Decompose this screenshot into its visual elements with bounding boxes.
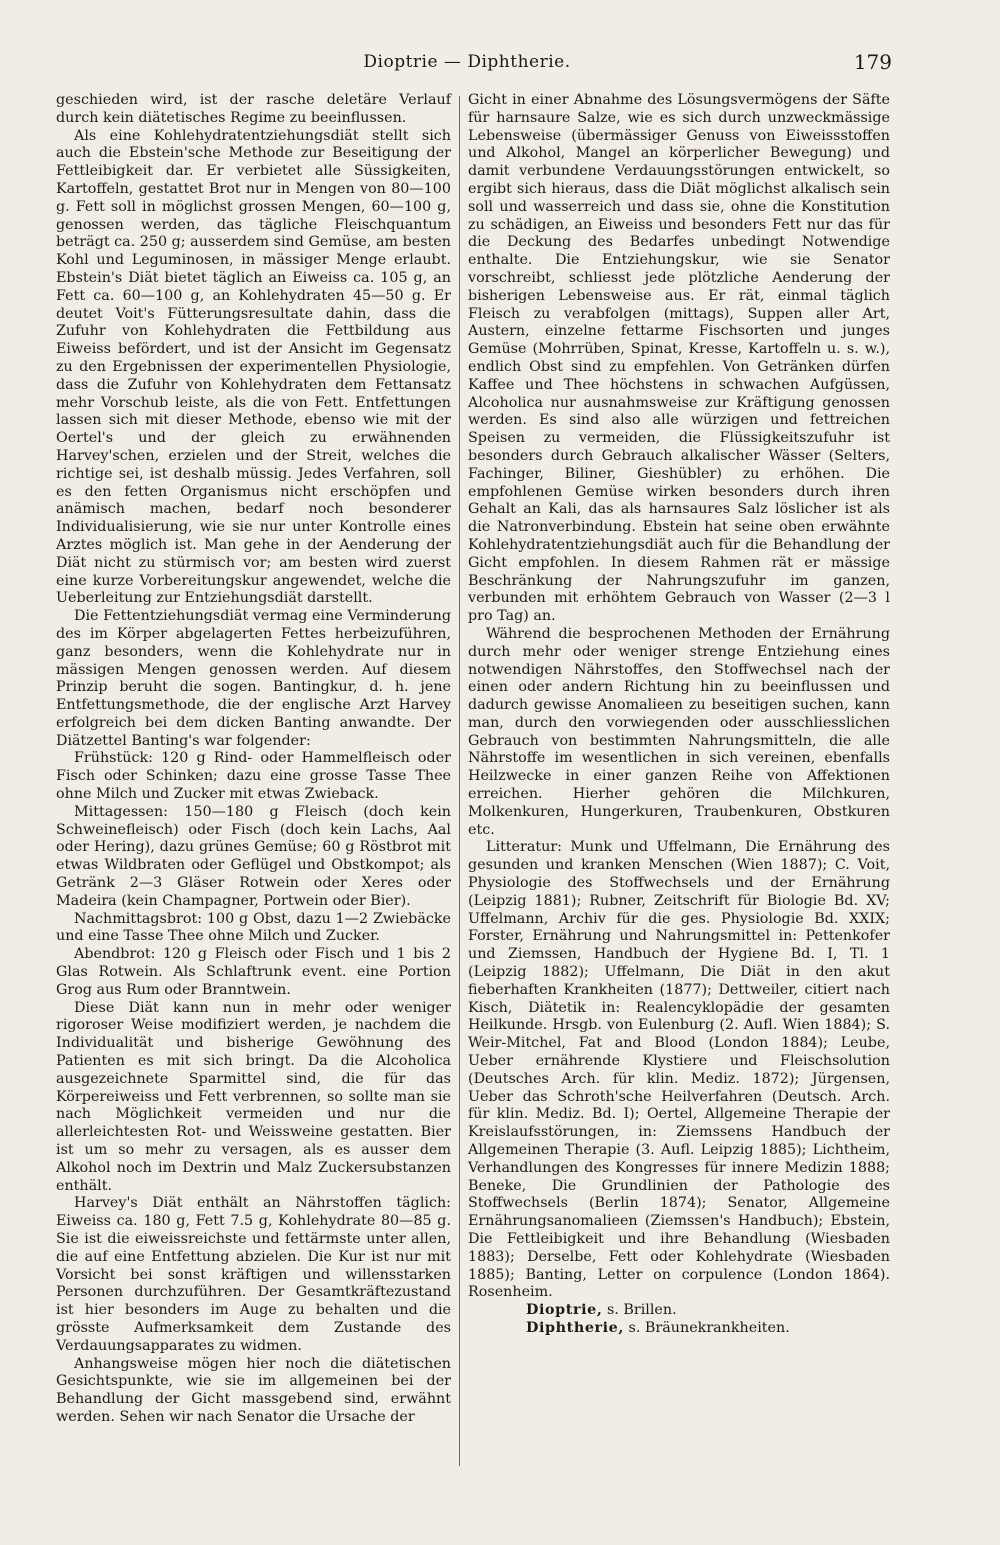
entry-dioptrie (468, 1302, 890, 1320)
entry-diphtherie (468, 1320, 890, 1338)
paragraph: Mittagessen: 150—180 g Fleisch (doch kein Schweinefleisch) oder Fisch (doch kein Lachs, Aal oder Hering), dazu grünes Gemüse; 60 g Röstbrot mit etwas Wildbraten oder Geflügel und Obstkompot; als Getränk 2—3 Gläser Rotwein oder Xeres oder Madeira (kein Champagner, Portwein oder Bier). (56, 803, 451, 909)
paragraph: Als eine Kohlehydratentziehungsdiät stellt sich auch die Ebstein'sche Methode zur Beseitigung der Fettleibigkeit dar. Er verbietet alle Süssigkeiten, Kartoffeln, gestattet Brot nur in Mengen von 80—100 g. Fett soll in möglichst grossen Mengen, 60—100 g, genossen werden, das tägliche Fleischquantum beträgt ca. 250 g; ausserdem sind Gemüse, am besten Kohl und Leguminosen, in mässiger Menge erlaubt. Ebstein's Diät bietet täglich an Eiweiss ca. 105 g, an Fett ca. 60—100 g, an Kohlehydraten 45—50 g. Er deutet Voit's Fütterungsresultate dahin, dass die Zufuhr von Kohlehydraten die Fettbildung aus Eiweiss befördert, und ist der Ansicht im Gegensatz zu den Ergebnissen der experimentellen Physiologie, dass die Zufuhr von Kohlehydraten dem Fettansatz mehr Vorschub leiste, als die von Fett. Entfettungen lassen sich mit dieser Methode, ebenso wie mit der Oertel's und der gleich zu erwähnenden Harvey'schen, erzielen und der Streit, welches die richtige sei, ist deshalb müssig. Jedes Verfahren, soll es den fetten Organismus nicht erschöpfen und anämisch machen, bedarf noch besonderer Individualisierung, wie sie nur unter Kontrolle eines Arztes möglich ist. Man gehe in der Aenderung der Diät nicht zu stürmisch vor; am besten wird zuerst eine kurze Vorbereitungskur angewendet, welche die Ueberleitung zur Entziehungsdiät darstellt. (56, 127, 451, 607)
left-column (56, 92, 451, 1427)
column-divider (459, 96, 460, 1466)
paragraph: Diese Diät kann nun in mehr oder weniger rigoroser Weise modifiziert werden, je nachdem die Individualität und bisherige Gewöhnung des Patienten es mit sich bringt. Da die Alcoholica ausgezeichnete Sparmittel sind, die für das Körpereiweiss und Fett verbrennen, so sollte man sie nach Möglichkeit vermeiden und nur die allerleichtesten Rot- und Weissweine gestatten. Bier ist um so mehr zu versagen, als es ausser dem Alkohol noch im Dextrin und Malz Zuckersubstanzen enthält. (56, 999, 451, 1194)
header-title: Dioptrie — Diphtherie. (363, 52, 571, 72)
paragraph: Frühstück: 120 g Rind- oder Hammelfleisch oder Fisch oder Schinken; dazu eine grosse Tasse Thee ohne Milch und Zucker mit etwas Zwieback. (56, 750, 451, 803)
entry-headword: Diphtherie, (526, 1319, 624, 1336)
paragraph: Abendbrot: 120 g Fleisch oder Fisch und 1 bis 2 Glas Rotwein. Als Schlaftrunk event. eine Portion Grog aus Rum oder Branntwein. (56, 946, 451, 998)
paragraph: Gicht in einer Abnahme des Lösungsvermögens der Säfte für harnsaure Salze, wie es sich durch unzweckmässige Lebensweise (übermässiger Genuss von Eiweissstoffen und Alkohol, Mangel an körperlicher Bewegung) und damit verbundene Verdauungsstörungen entwickelt, so ergibt sich hieraus, dass die Diät möglichst alkalisch sein soll und wasserreich und dass sie, ohne die Konstitution zu schädigen, an Eiweiss und besonders Fett nur das für die Deckung des Bedarfes unbedingt Notwendige enthalte. Die Entziehungskur, wie sie Senator vorschreibt, schliesst jede plötzliche Aenderung der bisherigen Lebensweise aus. Er rät, einmal täglich Fleisch zu verabfolgen (mittags), Suppen aller Art, Austern, einzelne fettarme Fischsorten und junges Gemüse (Mohrrüben, Spinat, Kresse, Kartoffeln u. s. w.), endlich Obst sind zu empfehlen. Von Getränken dürfen Kaffee und Thee höchstens in schwachen Aufgüssen, Alcoholica nur ausnahmsweise zur Kräftigung genossen werden. Es sind also alle würzigen und fettreichen Speisen zu vermeiden, die Flüssigkeitszufuhr ist besonders durch Gebrauch alkalischer Wässer (Selters, Fachinger, Biliner, Gieshübler) zu erhöhen. Die empfohlenen Gemüse wirken besonders durch ihren Gehalt an Kali, das als harnsaures Salz löslicher ist als die Natronverbindung. Ebstein hat seine oben erwähnte Kohlehydratentziehungsdiät auch für die Behandlung der Gicht empfohlen. In diesem Rahmen rät er mässige Beschränkung der Nahrungszufuhr im ganzen, verbunden mit erhöhtem Gebrauch von Wasser (2—3 l pro Tag) an. (468, 92, 890, 625)
paragraph: Harvey's Diät enthält an Nährstoffen täglich: Eiweiss ca. 180 g, Fett 7.5 g, Kohlehydrate 80—85 g. Sie ist die eiweissreichste und fettärmste unter allen, die auf eine Entfettung abzielen. Die Kur ist nur mit Vorsicht bei sonst kräftigen und willensstarken Personen durchzuführen. Der Gesamtkräftezustand ist hier besonders im Auge zu behalten und die grösste Aufmerksamkeit dem Zustande des Verdauungsapparates zu widmen. (56, 1195, 451, 1354)
entry-reference: s. Brillen. (602, 1302, 677, 1319)
paragraph: geschieden wird, ist der rasche deletäre Verlauf durch kein diätetisches Regime zu beeinflussen. (56, 92, 451, 126)
paragraph: Nachmittagsbrot: 100 g Obst, dazu 1—2 Zwiebäcke und eine Tasse Thee ohne Milch und Zucker. (56, 910, 451, 945)
paragraph: Anhangsweise mögen hier noch die diätetischen Gesichtspunkte, wie sie im allgemeinen bei der Behandlung der Gicht massgebend sind, erwähnt werden. Sehen wir nach Senator die Ursache der (56, 1355, 451, 1425)
paragraph: Die Fettentziehungsdiät vermag eine Verminderung des im Körper abgelagerten Fettes herbeizuführen, ganz besonders, wenn die Kohlehydrate nur in mässigen Mengen genossen werden. Auf diesem Prinzip beruht die sogen. Bantingkur, d. h. jene Entfettungsmethode, die der englische Arzt Harvey erfolgreich bei dem dicken Banting anwandte. Der Diätzettel Banting's war folgender: (56, 608, 451, 749)
entry-headword: Dioptrie, (526, 1302, 603, 1319)
running-header (42, 52, 892, 82)
page-number: 179 (853, 50, 892, 74)
right-column (468, 92, 890, 1338)
paragraph: Während die besprochenen Methoden der Ernährung durch mehr oder weniger strenge Entziehung eines notwendigen Nährstoffes, den Stoffwechsel nach der einen oder andern Richtung hin zu beeinflussen und dadurch gewisse Anomalieen zu beseitigen suchen, kann man, durch den vorwiegenden oder ausschliesslichen Gebrauch von bestimmten Nahrungsmitteln, die alle Nährstoffe im wesentlichen in sich vereinen, ebenfalls Heilzwecke in einer ganzen Reihe von Affektionen erreichen. Hierher gehören die Milchkuren, Molkenkuren, Hungerkuren, Traubenkuren, Obstkuren etc. (468, 625, 890, 838)
literature-paragraph: Litteratur: Munk und Uffelmann, Die Ernährung des gesunden und kranken Menschen (Wien 1887); C. Voit, Physiologie des Stoffwechsels und der Ernährung (Leipzig 1881); Rubner, Zeitschrift für Biologie Bd. XV; Uffelmann, Archiv für die ges. Physiologie Bd. XXIX; Forster, Ernährung und Nahrungsmittel in: Pettenkofer und Ziemssen, Handbuch der Hygiene Bd. I, Tl. 1 (Leipzig 1882); Uffelmann, Die Diät in den akut fieberhaften Krankheiten (1877); Dettweiler, citiert nach Kisch, Diätetik in: Realencyklopädie der gesamten Heilkunde. Hrsgb. von Eulenburg (2. Aufl. Wien 1884); S. Weir-Mitchel, Fat and Blood (London 1884); Leube, Ueber ernährende Klystiere und Fleischsolution (Deutsches Arch. für klin. Mediz. 1872); Jürgensen, Ueber das Schroth'sche Heilverfahren (Deutsch. Arch. für klin. Mediz. Bd. I); Oertel, Allgemeine Therapie der Kreislaufsstörungen, in: Ziemssens Handbuch der Allgemeinen Therapie (3. Aufl. Leipzig 1885); Lichtheim, Verhandlungen des Kongresses für innere Medizin 1888; Beneke, Die Grundlinien der Pathologie des Stoffwechsels (Berlin 1874); Senator, Allgemeine Ernährungsanomalieen (Ziemssen's Handbuch); Ebstein, Die Fettleibigkeit und ihre Behandlung (Wiesbaden 1883); Derselbe, Fett oder Kohlehydrate (Wiesbaden 1885); Banting, Letter on corpulence (London 1864). Rosenheim. (468, 839, 890, 1301)
entry-reference: s. Bräunekrankheiten. (623, 1319, 790, 1336)
